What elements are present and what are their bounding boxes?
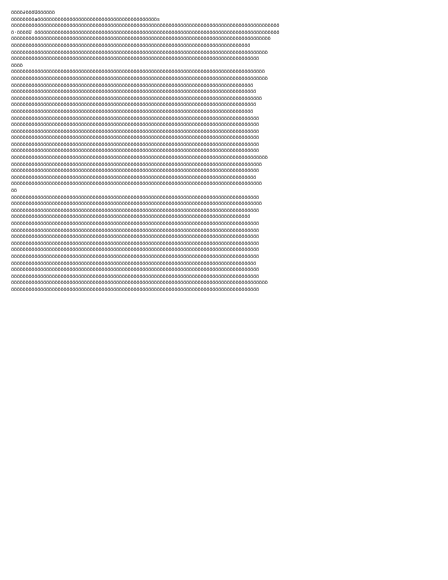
text-line: öööööööööööööööööööööööööööööööööööööööööööööööööööööööööööööööööööööööööööööööööööööö (11, 95, 262, 102)
text-line: ööööööööööööööööööööööööööööööööööööööööööööööööööööööööööööööööööööööööööööööööööööö (11, 221, 259, 227)
text-line: öööööööööööööööööööööööööööööööööööööööööööööööööööööööööööööööööööööööööööööööööööööööööööö (11, 23, 280, 30)
text-line: öööö (11, 62, 23, 69)
text-line: ööööööööööööööööööööööööööööööööööööööööööööööööööööööööööööööööööööööööööööööööööööö (11, 227, 259, 234)
blank-line: öö (11, 188, 17, 195)
text-line: ööööööööööööööööööööööööööööööööööööööööööööööööööööööööööööööööööööööööööööööööööööö (11, 234, 259, 241)
text-line: ööööööööööööööööööööööööööööööööööööööööööööööööööööööööööööööööööööööööööööööööööööö (11, 286, 259, 293)
text-line: öööööööööööööööööööööööööööööööööööööööööööööööööööööööööööööööööööööööööööööööööö (11, 42, 251, 49)
text-line: ööööööööööööööööööööööööööööööööööööööööööööööööööööööööööööööööööööööööööööööööööööö (11, 207, 259, 214)
text-line: ööööööööööööööööööööööööööööööööööööööööööööööööööööööööööööööööööööööööööööööööööööö (11, 135, 259, 142)
document-body (11, 10, 439, 294)
text-line: ööööööööööööööööööööööööööööööööööööööööööööööööööööööööööööööööööööööööööööööööööööö (11, 56, 259, 63)
text-line: ööööööööööööööööööööööööööööööööööööööööööööööööööööööööööööööööööööööööööööööööööööö (11, 122, 259, 129)
text-line: ööööööööööööööööööööööööööööööööööööööööööööööööööööööööööööööööööööööööööööööööööööö (11, 168, 259, 175)
text-line: öööööööööööööööööööööööööööööööööööööööööööööööööööööööööööööööööööööööööööööööööööööööö (11, 155, 268, 162)
text-line: ööööööööööööööööööööööööööööööööööööööööööööööööööööööööööööööööööööööööööööööööööööö (11, 253, 259, 260)
text-line: öööööööööööööööööööööööööööööööööööööööööööööööööööööööööööööööööööööööööööööööööööööö (11, 201, 262, 208)
text-line: ööööööööööööööööööööööööööööööööööööööööööööööööööööööööööööööööööööööööööööööööööö (11, 82, 254, 89)
text-line: ööööööööööööööööööööööööööööööööööööööööööööööööööööööööööööööööööööööööööööööööööööö (11, 194, 259, 201)
text-line: ööööööööööööööööööööööööööööööööööööööööööööööööööööööööööööööööööööööööööööööööööööö (11, 247, 259, 254)
text-line: öööööööööööööööööööööööööööööööööööööööööööööööööööööööööööööööööööööööööööööööööööööö (11, 181, 262, 188)
text-line: öööööööööööööööööööööööööööööööööööööööööööööööööööööööööööööööööööööööööööööööööööö (11, 260, 257, 267)
text-line: öööööööööööööööööööööööööööööööööööööööööööööööööööööööööööööööööööööööööööööööööööööööö (11, 75, 268, 82)
text-line: öööö∂öööUöööööö (11, 10, 55, 16)
text-line: ööööööööööööööööööööööööööööööööööööööööööööööööööööööööööööööööööööööööööööööööööööö (11, 148, 259, 155)
text-line: ööööööööööööööööööööööööööööööööööööööööööööööööööööööööööööööööööööööööööööööööööö (11, 108, 254, 115)
text-line: ööööööööööööööööööööööööööööööööööööööööööööööööööööööööööööööööööööööööööööööööööööö (11, 115, 259, 122)
text-line: öööööööööööööööööööööööööööööööööööööööööööööööööööööööööööööööööööööööööööööööööööö (11, 89, 257, 96)
text-line: öööööööööööööööööööööööööööööööööööööööööööööööööööööööööööööööööööööööööööööööööö (11, 214, 251, 221)
text-line: ööööööööööööööööööööööööööööööööööööööööööööööööööööööööööööööööööööööööööööööööööööö (11, 273, 259, 280)
text-line: ööööööööööööööööööööööööööööööööööööööööööööööööööööööööööööööööööööööööööööööööööööö (11, 128, 259, 135)
text-line: ööööööööaööööööööööööööööööööööööööööööööööööööööös (11, 16, 160, 23)
text-line: öööööööööööööööööööööööööööööööööööööööööööööööööööööööööööööööööööööööööööööööööööööööö (11, 49, 268, 56)
text-line: öööööööööööööööööööööööööööööööööööööööööööööööööööööööööööööööööööööööööööööööööööööö (11, 161, 262, 168)
text-line: ööööööööööööööööööööööööööööööööööööööööööööööööööööööööööööööööööööööööööööööööööööö (11, 240, 259, 247)
text-line: öööööööööööööööööööööööööööööööööööööööööööööööööööööööööööööööööööööööööööööööööööö (11, 102, 257, 109)
text-line: öööööööööööööööööööööööööööööööööööööööööööööööööööööööööööööööööööööööööööööööööööööööö (11, 280, 268, 287)
text-line: ööööööööööööööööööööööööööööööööööööööööööööööööööööööööööööööööööööööööööööööööööööö (11, 267, 259, 274)
text-line: ööööööööööööööööööööööööööööööööööööööööööööööööööööööööööööööööööööööööööööööööööööööö (11, 69, 265, 76)
text-line: ö·ööööU öööööööööööööööööööööööööööööööööööööööööööööööööööööööööööööööööööööööööööööööööööö (11, 29, 280, 36)
text-line: öööööööööööööööööööööööööööööööööööööööööööööööööööööööööööööööööööööööööööööööööööö (11, 174, 257, 181)
text-line: ööööööööööööööööööööööööööööööööööööööööööööööööööööööööööööööööööööööööööööööööööööööööö (11, 36, 271, 43)
text-line: ööööööööööööööööööööööööööööööööööööööööööööööööööööööööööööööööööööööööööööööööööööö (11, 141, 259, 148)
